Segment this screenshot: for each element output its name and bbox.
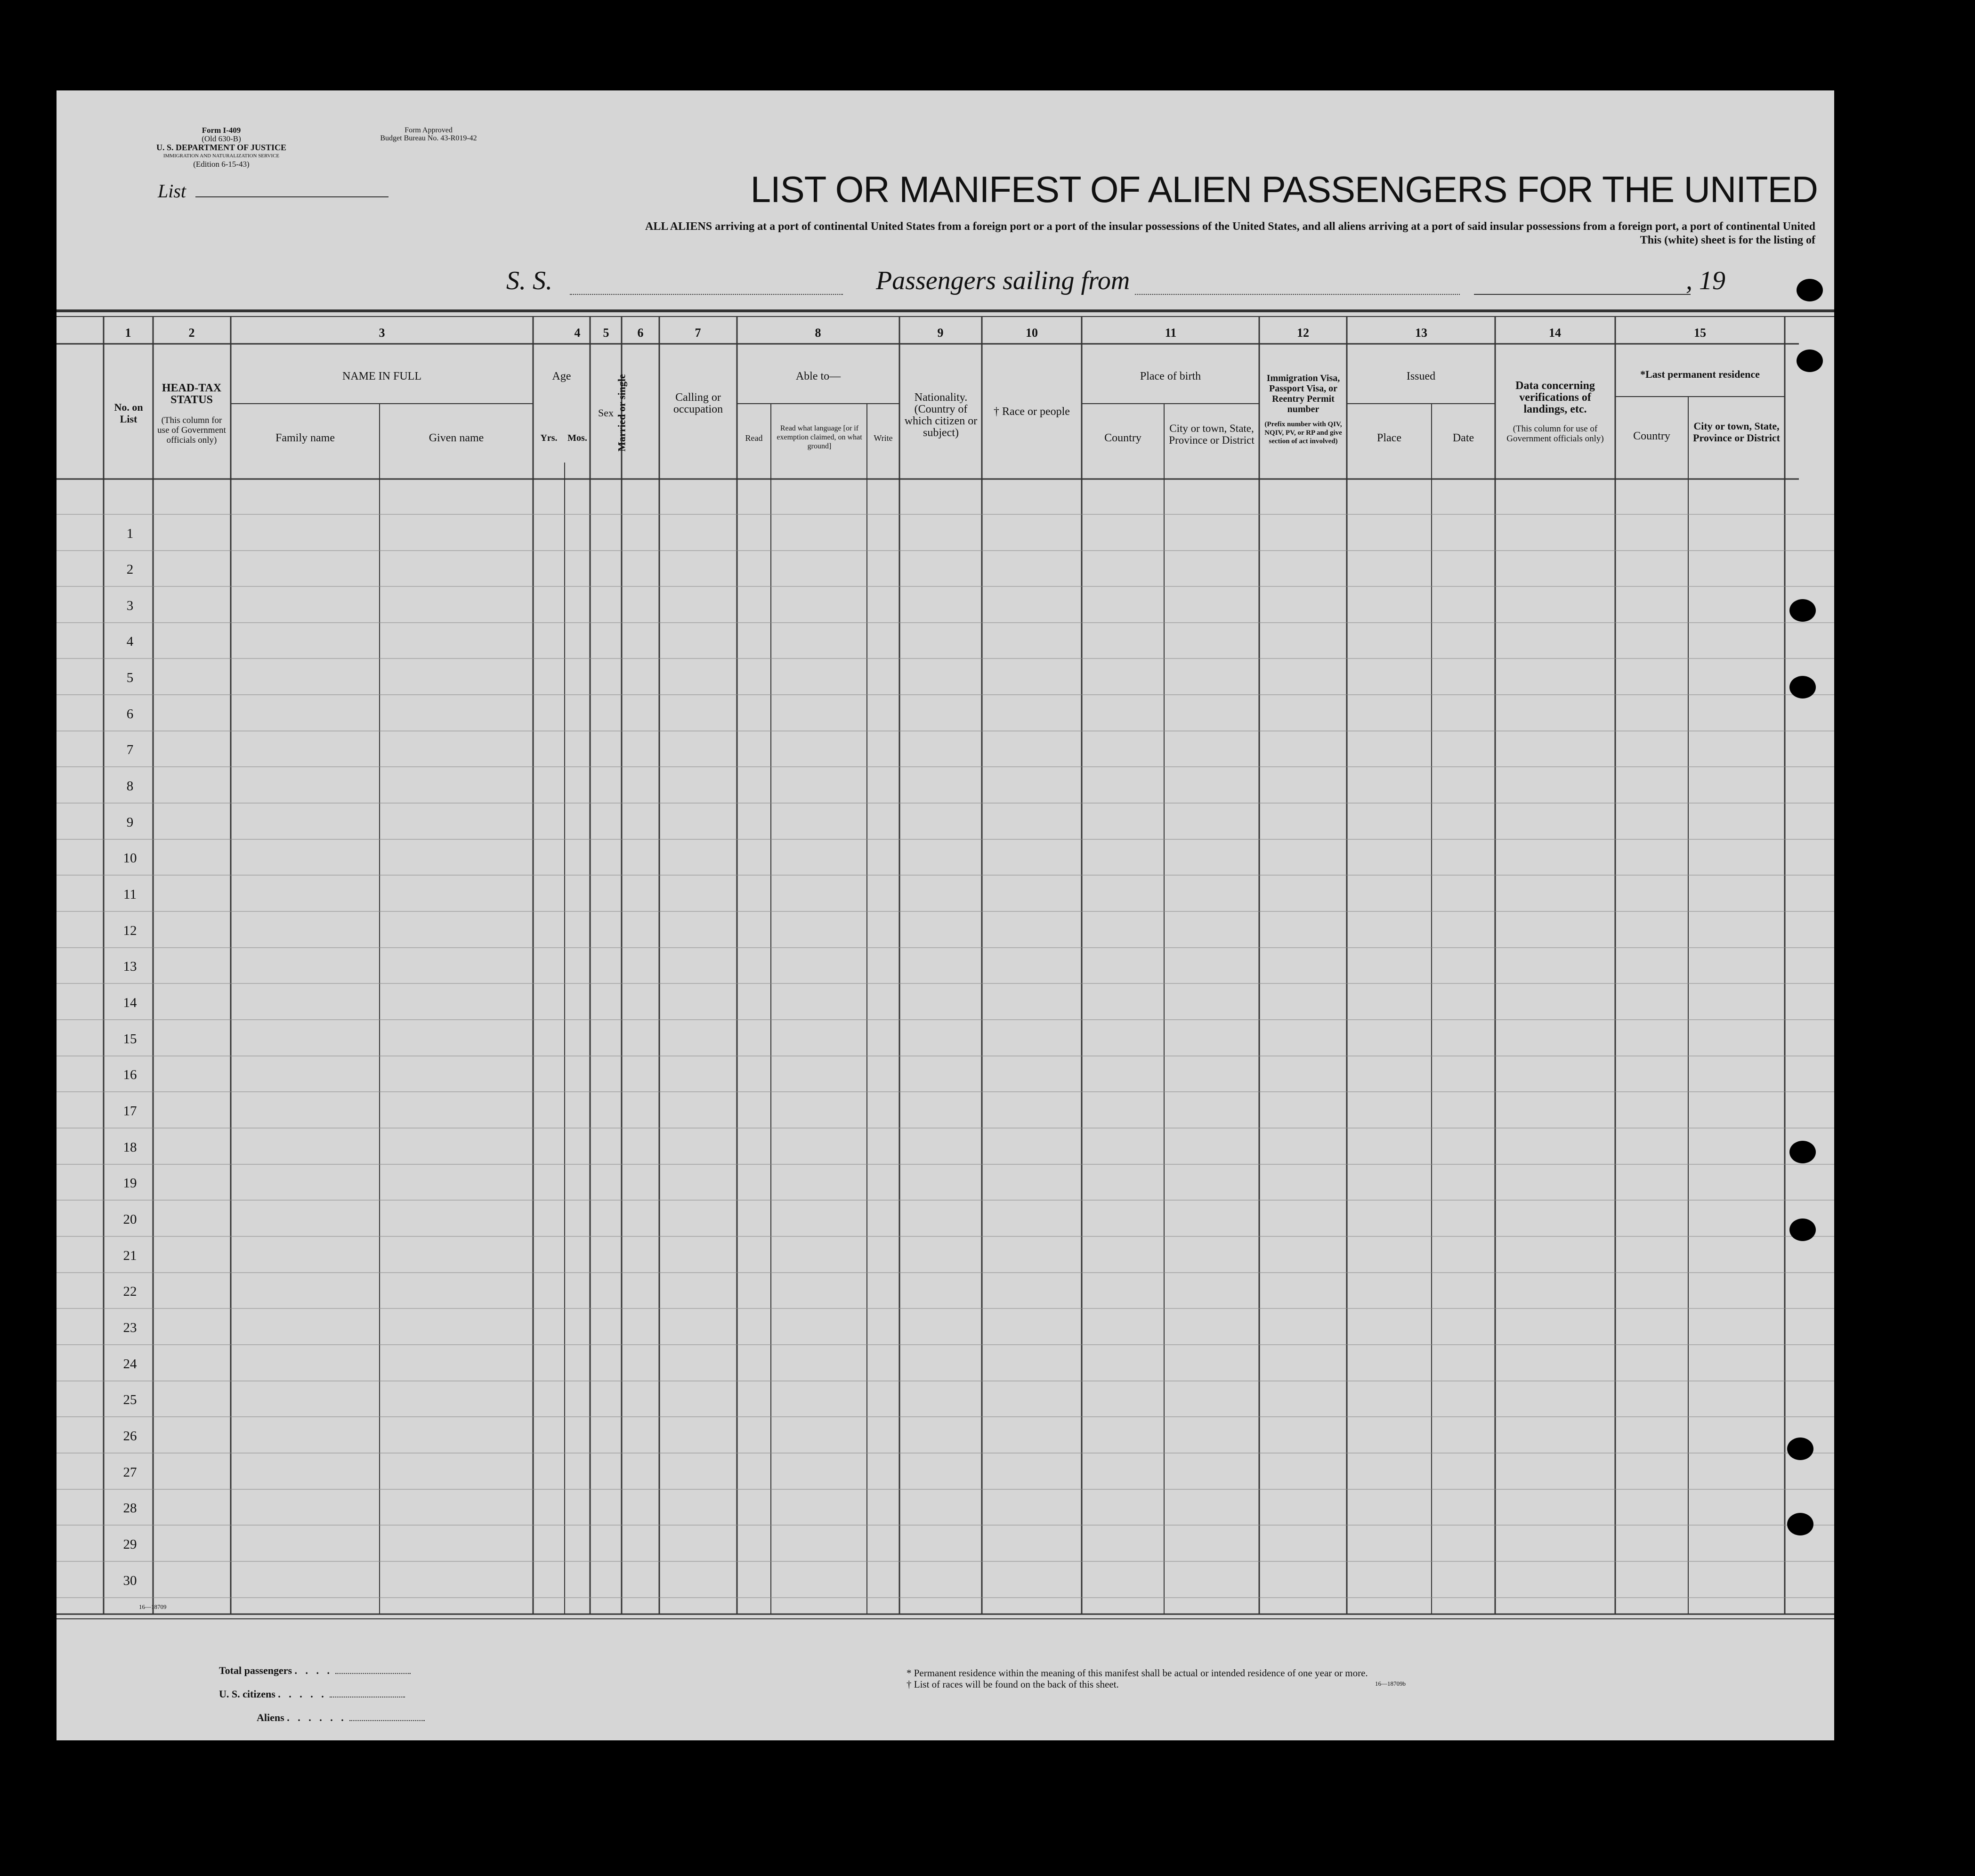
column-number-10: 10 xyxy=(1026,326,1038,340)
row-number: 23 xyxy=(123,1320,137,1335)
header-nationality: Nationality. (Country of which citizen or subject) xyxy=(904,391,978,439)
column-number-4: 4 xyxy=(574,326,581,340)
header-calling: Calling or occupation xyxy=(673,391,723,415)
punch-hole xyxy=(1789,1141,1816,1163)
punch-hole xyxy=(1789,599,1816,622)
ss-label: S. S. xyxy=(506,266,552,295)
column-number-8: 8 xyxy=(815,326,821,340)
column-number-7: 7 xyxy=(695,326,701,340)
header-age: Age xyxy=(552,370,571,382)
header-verification-note: (This column for use of Government officials only) xyxy=(1506,424,1604,444)
service-name: IMMIGRATION AND NATURALIZATION SERVICE xyxy=(163,153,280,159)
header-no-on-list: No. on List xyxy=(114,401,143,425)
column-number-9: 9 xyxy=(937,326,944,340)
totals-block xyxy=(219,1659,425,1730)
row-number: 16 xyxy=(123,1067,137,1082)
header-issued-place: Place xyxy=(1377,432,1401,444)
footnote-permanent: * Permanent residence within the meaning of this manifest shall be actual or intended residence of one year or more. xyxy=(907,1667,1368,1679)
header-age-yrs: Yrs. xyxy=(540,433,558,443)
row-number: 11 xyxy=(123,887,137,902)
header-race-or-people: † Race or people xyxy=(994,406,1070,418)
header-name-in-full: NAME IN FULL xyxy=(342,370,421,382)
header-issued-date: Date xyxy=(1452,432,1474,444)
row-number: 14 xyxy=(123,995,137,1010)
us-citizens-row: U. S. citizens . . . . . xyxy=(219,1682,425,1706)
row-number: 17 xyxy=(123,1104,137,1119)
aliens-label: Aliens xyxy=(257,1712,284,1723)
header-write: Write xyxy=(874,433,893,443)
form-number: Form I-409 xyxy=(202,126,241,135)
header-married-or-single: Married or single xyxy=(615,374,628,452)
column-number-12: 12 xyxy=(1297,326,1309,340)
punch-hole xyxy=(1797,279,1823,301)
row-number: 5 xyxy=(126,670,134,685)
footnote-races: † List of races will be found on the back of this sheet. xyxy=(907,1679,1119,1690)
row-number: 13 xyxy=(123,959,137,974)
row-number: 10 xyxy=(123,851,137,866)
header-last-residence: *Last permanent residence xyxy=(1640,368,1760,380)
year-prefix: , 19 xyxy=(1686,266,1725,295)
row-number: 3 xyxy=(126,598,134,613)
row-number: 6 xyxy=(126,707,134,722)
row-number: 18 xyxy=(123,1140,137,1155)
header-sex: Sex xyxy=(598,407,614,419)
subtitle-line-2: This (white) sheet is for the listing of xyxy=(1640,234,1815,246)
row-number: 22 xyxy=(123,1284,137,1299)
total-passengers-blank xyxy=(335,1673,411,1674)
department-name: U. S. DEPARTMENT OF JUSTICE xyxy=(156,143,287,152)
approval-line: Form Approved xyxy=(405,126,453,134)
aliens-blank xyxy=(349,1720,425,1721)
row-number: 15 xyxy=(123,1031,137,1047)
column-number-2: 2 xyxy=(188,326,195,340)
punch-hole xyxy=(1789,1218,1816,1241)
punch-hole xyxy=(1789,676,1816,698)
aliens-row: Aliens . . . . . . xyxy=(219,1706,425,1730)
header-head-tax-note: (This column for use of Government officials only) xyxy=(157,415,226,445)
row-number: 21 xyxy=(123,1248,137,1263)
header-family-name: Family name xyxy=(275,432,335,444)
header-issued: Issued xyxy=(1406,370,1436,382)
row-number: 9 xyxy=(126,815,134,830)
us-citizens-label: U. S. citizens xyxy=(219,1688,275,1700)
column-number-1: 1 xyxy=(125,326,131,340)
header-head-tax-status: HEAD-TAX STATUS xyxy=(162,382,222,406)
row-number: 8 xyxy=(126,779,134,794)
header-read-language: Read what language [or if exemption claimed, on what ground] xyxy=(777,424,862,450)
row-number: 12 xyxy=(123,923,137,938)
budget-bureau-number: Budget Bureau No. 43-R019-42 xyxy=(380,134,477,142)
column-number-6: 6 xyxy=(637,326,644,340)
sailing-label: Passengers sailing from xyxy=(876,266,1130,295)
print-code: 16—18709 xyxy=(139,1603,167,1610)
manifest-sheet xyxy=(57,90,1834,1740)
row-number: 30 xyxy=(123,1573,137,1588)
header-visa: Immigration Visa, Passport Visa, or Reentry Permit number xyxy=(1266,373,1340,414)
punch-hole xyxy=(1787,1513,1813,1535)
page-title: LIST OR MANIFEST OF ALIEN PASSENGERS FOR THE UNITED xyxy=(750,169,1818,210)
header-visa-note: (Prefix number with QIV, NQIV, PV, or RP and give section of act involved) xyxy=(1264,421,1342,445)
row-number: 26 xyxy=(123,1429,137,1444)
column-number-11: 11 xyxy=(1165,326,1177,340)
row-number: 2 xyxy=(126,562,134,577)
header-pob-country: Country xyxy=(1104,432,1141,444)
total-passengers-label: Total passengers xyxy=(219,1665,292,1676)
column-number-5: 5 xyxy=(603,326,609,340)
row-number: 28 xyxy=(123,1501,137,1516)
row-number: 25 xyxy=(123,1392,137,1407)
old-form-number: (Old 630-B) xyxy=(202,134,241,143)
row-number: 27 xyxy=(123,1465,137,1480)
column-number-15: 15 xyxy=(1694,326,1706,340)
column-number-13: 13 xyxy=(1415,326,1427,340)
row-number: 19 xyxy=(123,1176,137,1191)
header-lr-city: City or town, State, Province or District xyxy=(1693,420,1780,444)
row-number: 7 xyxy=(126,742,134,757)
column-number-14: 14 xyxy=(1549,326,1561,340)
punch-hole xyxy=(1797,349,1823,372)
column-number-3: 3 xyxy=(379,326,385,340)
header-place-of-birth: Place of birth xyxy=(1140,370,1201,382)
header-able-to: Able to— xyxy=(795,370,841,382)
header-pob-city: City or town, State, Province or District xyxy=(1169,422,1255,446)
header-age-mos: Mos. xyxy=(567,433,587,443)
total-passengers-row: Total passengers . . . . xyxy=(219,1659,425,1682)
row-number: 24 xyxy=(123,1356,137,1372)
row-number: 20 xyxy=(123,1212,137,1227)
edition: (Edition 6-15-43) xyxy=(193,160,250,169)
header-lr-country: Country xyxy=(1633,430,1670,442)
row-number: 29 xyxy=(123,1537,137,1552)
row-number: 4 xyxy=(126,634,134,649)
footnote-code: 16—18709b xyxy=(1375,1680,1406,1687)
subtitle-line-1: ALL ALIENS arriving at a port of continental United States from a foreign port or a port of the insular possessions of the United States, and all aliens arriving at a port of said insular possessions from a foreign port, a port of continental United xyxy=(645,220,1815,233)
list-label: List xyxy=(158,180,186,202)
header-given-name: Given name xyxy=(429,432,484,444)
punch-hole xyxy=(1787,1437,1813,1460)
header-read: Read xyxy=(745,433,763,443)
header-verification: Data concerning verifications of landings, etc. xyxy=(1515,380,1595,415)
row-number: 1 xyxy=(126,526,134,541)
